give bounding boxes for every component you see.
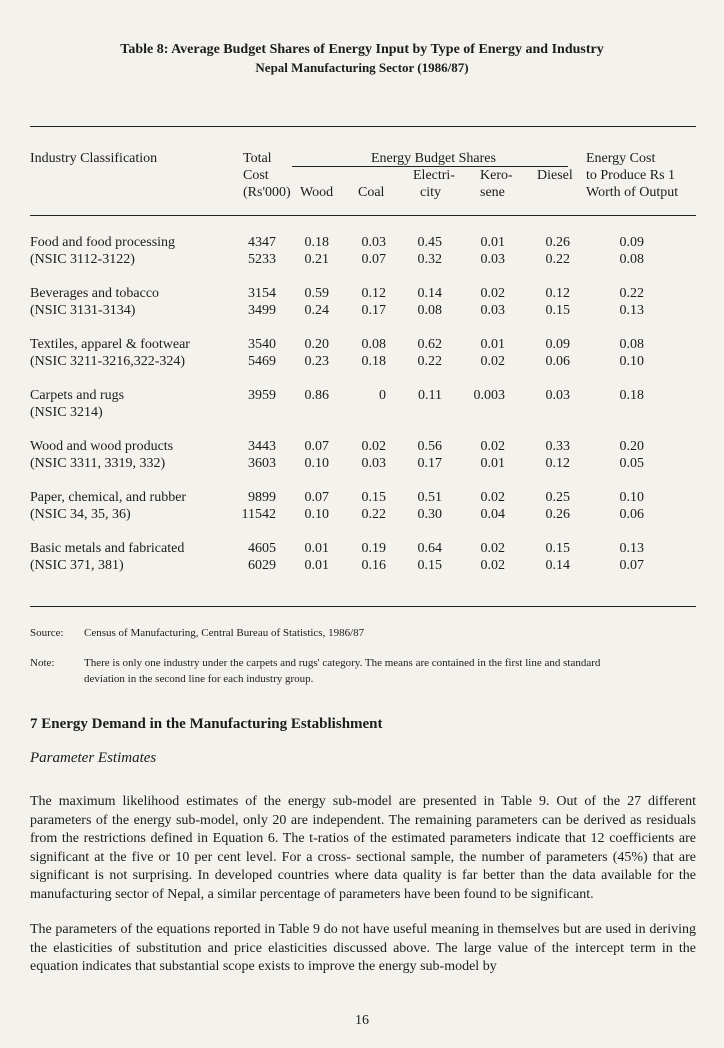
section-subheading: Parameter Estimates: [30, 750, 157, 766]
source-text: Census of Manufacturing, Central Bureau of Statistics, 1986/87: [84, 627, 365, 639]
header-wood: Wood: [300, 185, 334, 200]
table-cell-total-cost: 5233: [248, 252, 276, 267]
header-total-3: (Rs'000): [243, 185, 291, 200]
table-cell-coal-share: 0: [379, 388, 386, 403]
table-cell-diesel-share: 0.26: [545, 235, 570, 250]
table-cell-wood-share: 0.01: [304, 558, 329, 573]
table-cell-kerosene-share: 0.03: [480, 252, 505, 267]
table-cell-wood-share: 0.10: [304, 456, 329, 471]
table-cell-diesel-share: 0.33: [545, 439, 570, 454]
table-cell-kerosene-share: 0.02: [480, 558, 505, 573]
header-electricity-2: city: [420, 185, 441, 200]
table-cell-wood-share: 0.21: [304, 252, 329, 267]
paragraph-2: The parameters of the equations reported in Table 9 do not have useful meaning in themselves but are used in deriving the elasticities of substitution and price elasticities discussed above. The large value of the intercept term in the equation indicates that substantial scope exists to improve the energy sub-model by: [30, 922, 696, 974]
table-cell-electricity-share: 0.64: [417, 541, 442, 556]
table-cell-electricity-share: 0.62: [417, 337, 442, 352]
section-heading: 7 Energy Demand in the Manufacturing Establishment: [30, 716, 383, 732]
table-cell-electricity-share: 0.45: [417, 235, 442, 250]
table-cell-total-cost: 3499: [248, 303, 276, 318]
table-cell-diesel-share: 0.09: [545, 337, 570, 352]
table-cell-kerosene-share: 0.02: [480, 439, 505, 454]
table-cell-coal-share: 0.16: [361, 558, 386, 573]
table-title: Table 8: Average Budget Shares of Energy Input by Type of Energy and Industry: [120, 42, 604, 57]
note-text-line-1: There is only one industry under the carpets and rugs' category. The means are contained in the first line and standard: [84, 657, 601, 669]
table-cell-electricity-share: 0.17: [417, 456, 442, 471]
table-cell-coal-share: 0.03: [361, 456, 386, 471]
note-label: Note:: [30, 657, 55, 669]
header-kerosene-1: Kero-: [480, 168, 513, 183]
table-cell-total-cost: 4605: [248, 541, 276, 556]
table-cell-industry-classification: (NSIC 3211-3216,322-324): [30, 354, 186, 369]
table-cell-kerosene-share: 0.02: [480, 541, 505, 556]
table-cell-diesel-share: 0.12: [545, 286, 570, 301]
table-cell-electricity-share: 0.56: [417, 439, 442, 454]
table-cell-coal-share: 0.17: [361, 303, 386, 318]
header-group-underline: [292, 166, 568, 167]
table-cell-electricity-share: 0.30: [417, 507, 442, 522]
table-cell-industry-classification: (NSIC 3311, 3319, 332): [30, 456, 166, 471]
table-cell-coal-share: 0.12: [361, 286, 386, 301]
table-cell-electricity-share: 0.32: [417, 252, 442, 267]
table-cell-diesel-share: 0.03: [545, 388, 570, 403]
table-cell-energy-cost: 0.10: [619, 354, 644, 369]
note-text-line-2: deviation in the second line for each industry group.: [84, 673, 314, 685]
page-number: 16: [355, 1013, 369, 1028]
table-top-rule: [30, 126, 696, 127]
header-diesel: Diesel: [537, 168, 573, 183]
table-cell-diesel-share: 0.14: [545, 558, 570, 573]
table-cell-total-cost: 11542: [241, 507, 276, 522]
table-cell-industry-classification: (NSIC 34, 35, 36): [30, 507, 131, 522]
table-cell-industry-classification: (NSIC 3112-3122): [30, 252, 135, 267]
table-cell-energy-cost: 0.08: [619, 337, 644, 352]
table-cell-wood-share: 0.59: [304, 286, 329, 301]
header-energy-cost-1: Energy Cost: [586, 151, 656, 166]
table-cell-coal-share: 0.15: [361, 490, 386, 505]
header-electricity-1: Electri-: [413, 168, 455, 183]
table-cell-coal-share: 0.03: [361, 235, 386, 250]
table-cell-diesel-share: 0.12: [545, 456, 570, 471]
table-cell-diesel-share: 0.22: [545, 252, 570, 267]
header-energy-cost-2: to Produce Rs 1: [586, 168, 676, 183]
table-cell-energy-cost: 0.09: [619, 235, 644, 250]
table-cell-energy-cost: 0.13: [619, 541, 644, 556]
table-cell-kerosene-share: 0.02: [480, 354, 505, 369]
table-cell-wood-share: 0.07: [304, 490, 329, 505]
header-energy-budget-shares: Energy Budget Shares: [371, 151, 496, 166]
table-header-rule: [30, 215, 696, 216]
table-cell-total-cost: 5469: [248, 354, 276, 369]
table-cell-industry-classification: Food and food processing: [30, 235, 176, 250]
table-bottom-rule: [30, 606, 696, 607]
table-cell-industry-classification: Wood and wood products: [30, 439, 174, 454]
table-cell-energy-cost: 0.07: [619, 558, 644, 573]
table-cell-kerosene-share: 0.003: [473, 388, 505, 403]
table-cell-total-cost: 3540: [248, 337, 276, 352]
table-cell-diesel-share: 0.25: [545, 490, 570, 505]
table-cell-industry-classification: Paper, chemical, and rubber: [30, 490, 187, 505]
table-cell-kerosene-share: 0.02: [480, 286, 505, 301]
table-cell-electricity-share: 0.08: [417, 303, 442, 318]
table-cell-electricity-share: 0.51: [417, 490, 442, 505]
table-cell-industry-classification: Carpets and rugs: [30, 388, 125, 403]
table-cell-wood-share: 0.23: [304, 354, 329, 369]
table-cell-total-cost: 3443: [248, 439, 276, 454]
table-cell-industry-classification: Textiles, apparel & footwear: [30, 337, 190, 352]
table-cell-energy-cost: 0.10: [619, 490, 644, 505]
table-cell-kerosene-share: 0.01: [480, 337, 505, 352]
table-cell-diesel-share: 0.26: [545, 507, 570, 522]
table-cell-energy-cost: 0.20: [619, 439, 644, 454]
header-kerosene-2: sene: [480, 185, 505, 200]
table-cell-energy-cost: 0.06: [619, 507, 644, 522]
table-cell-coal-share: 0.22: [361, 507, 386, 522]
table-subtitle: Nepal Manufacturing Sector (1986/87): [255, 60, 469, 75]
table-cell-industry-classification: Beverages and tobacco: [30, 286, 160, 301]
table-cell-total-cost: 9899: [248, 490, 276, 505]
table-cell-total-cost: 3603: [248, 456, 276, 471]
table-cell-energy-cost: 0.13: [619, 303, 644, 318]
table-cell-wood-share: 0.10: [304, 507, 329, 522]
table-cell-coal-share: 0.07: [361, 252, 386, 267]
table-cell-diesel-share: 0.06: [545, 354, 570, 369]
table-cell-electricity-share: 0.11: [418, 388, 442, 403]
table-cell-industry-classification: Basic metals and fabricated: [30, 541, 185, 556]
header-energy-cost-3: Worth of Output: [586, 185, 679, 200]
table-cell-coal-share: 0.19: [361, 541, 386, 556]
table-cell-diesel-share: 0.15: [545, 541, 570, 556]
table-cell-energy-cost: 0.22: [619, 286, 644, 301]
header-total-1: Total: [243, 151, 272, 166]
table-cell-industry-classification: (NSIC 3214): [30, 405, 103, 420]
table-cell-kerosene-share: 0.03: [480, 303, 505, 318]
table-cell-total-cost: 4347: [248, 235, 276, 250]
table-cell-wood-share: 0.86: [304, 388, 329, 403]
table-cell-wood-share: 0.18: [304, 235, 329, 250]
table-cell-industry-classification: (NSIC 371, 381): [30, 558, 124, 573]
table-cell-total-cost: 6029: [248, 558, 276, 573]
table-cell-electricity-share: 0.14: [417, 286, 442, 301]
table-cell-diesel-share: 0.15: [545, 303, 570, 318]
header-coal: Coal: [358, 185, 385, 200]
table-cell-industry-classification: (NSIC 3131-3134): [30, 303, 136, 318]
table-cell-electricity-share: 0.22: [417, 354, 442, 369]
table-cell-total-cost: 3959: [248, 388, 276, 403]
table-cell-kerosene-share: 0.01: [480, 456, 505, 471]
paragraph-1: The maximum likelihood estimates of the energy sub-model are presented in Table 9. Out of the 27 different parameters of the energy sub-model, only 20 are independent. The remaining parameters can be derived as residuals from the restrictions defined in Equation 6. The t-ratios of the estimated parameters indicate that 12 coefficients are significant at the five or 10 per cent level. For a cross- sectional sample, the number of parameters (45%) that are significant is not surprising. In developed countries where data quality is far better than the data available for the manufacturing sector of Nepal, a similar percentage of parameters have been found to be significant.: [30, 794, 696, 902]
table-cell-coal-share: 0.08: [361, 337, 386, 352]
table-cell-total-cost: 3154: [248, 286, 276, 301]
table-cell-wood-share: 0.07: [304, 439, 329, 454]
table-cell-kerosene-share: 0.02: [480, 490, 505, 505]
header-total-2: Cost: [243, 168, 269, 183]
table-cell-wood-share: 0.01: [304, 541, 329, 556]
table-cell-energy-cost: 0.08: [619, 252, 644, 267]
table-cell-coal-share: 0.02: [361, 439, 386, 454]
table-cell-kerosene-share: 0.04: [480, 507, 505, 522]
table-cell-energy-cost: 0.18: [619, 388, 644, 403]
header-classification: Industry Classification: [30, 151, 158, 166]
table-cell-energy-cost: 0.05: [619, 456, 644, 471]
table-cell-kerosene-share: 0.01: [480, 235, 505, 250]
table-cell-electricity-share: 0.15: [417, 558, 442, 573]
source-label: Source:: [30, 627, 64, 639]
table-cell-wood-share: 0.20: [304, 337, 329, 352]
table-cell-wood-share: 0.24: [304, 303, 329, 318]
table-cell-coal-share: 0.18: [361, 354, 386, 369]
